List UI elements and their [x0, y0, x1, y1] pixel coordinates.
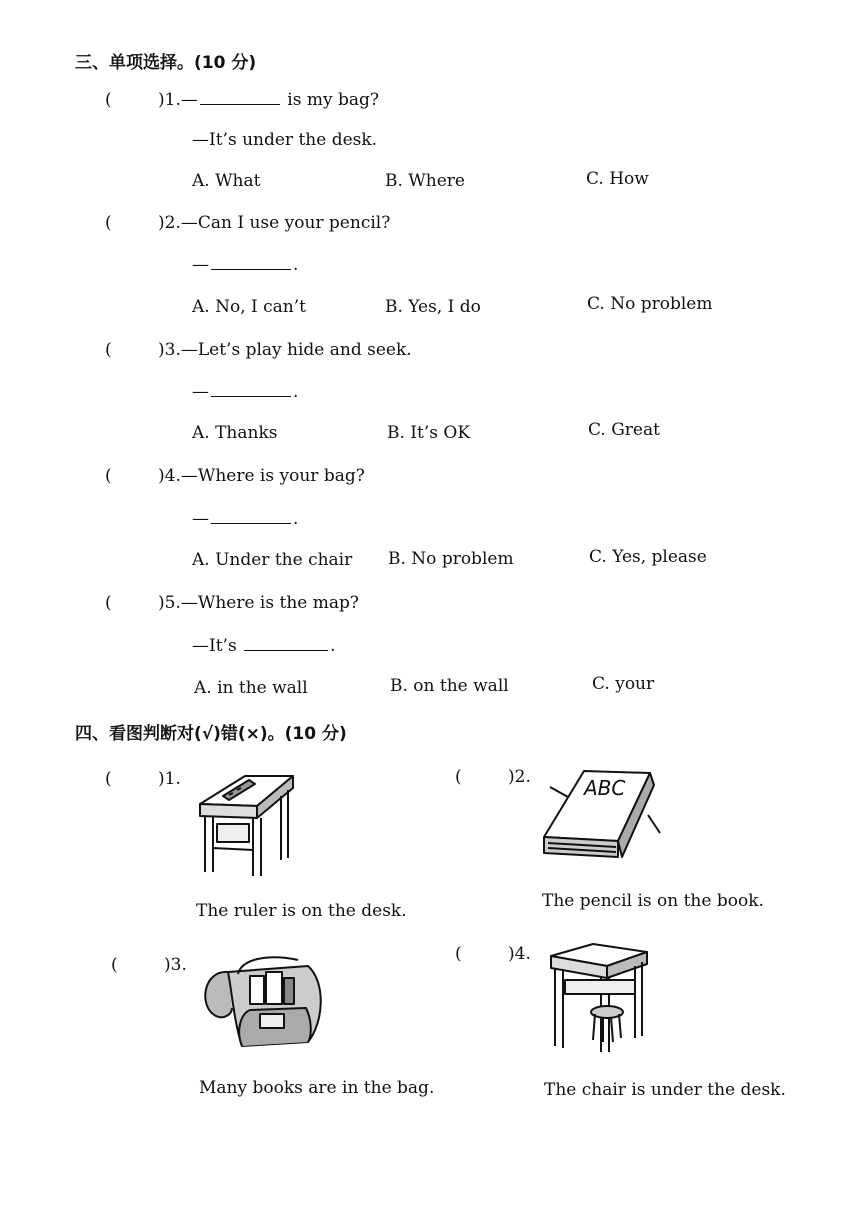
item-number: )2.: [508, 767, 531, 787]
question-number: )5.: [158, 593, 181, 613]
option-c: C. Yes, please: [589, 547, 707, 567]
answer-paren-open: (: [105, 213, 112, 233]
option-a: A. What: [192, 171, 261, 191]
question-5-reply: —It’s .: [192, 636, 336, 656]
answer-blank[interactable]: [200, 103, 280, 105]
item-number: )3.: [164, 955, 187, 975]
answer-paren-open: (: [105, 340, 112, 360]
question-number: )3.: [158, 340, 181, 360]
caption: Many books are in the bag.: [199, 1078, 435, 1098]
answer-blank[interactable]: [211, 522, 291, 524]
question-4-reply: — .: [192, 509, 299, 529]
option-c: C. How: [586, 169, 649, 189]
caption: The chair is under the desk.: [544, 1080, 786, 1100]
question-1: )1.— is my bag?: [158, 90, 379, 110]
abc-book-with-pencil-picture: [538, 765, 668, 865]
answer-paren-open: (: [105, 769, 112, 789]
item-number: )1.: [158, 769, 181, 789]
option-c: C. your: [592, 674, 655, 694]
option-c: C. Great: [588, 420, 660, 440]
section4-title: 四、看图判断对(√)错(×)。(10 分): [75, 724, 347, 744]
question-3: )3.—Let’s play hide and seek.: [158, 340, 412, 360]
option-a: A. Under the chair: [192, 550, 353, 570]
question-number: )2.: [158, 213, 181, 233]
option-a: A. No, I can’t: [192, 297, 306, 317]
desk-with-stool-picture: [547, 942, 651, 1054]
option-b: B. It’s OK: [387, 423, 471, 443]
item-number: )4.: [508, 944, 531, 964]
question-1-reply: —It’s under the desk.: [192, 130, 378, 150]
question-5: )5.—Where is the map?: [158, 593, 359, 613]
question-4: )4.—Where is your bag?: [158, 466, 365, 486]
answer-paren-open: (: [455, 767, 462, 787]
answer-paren-open: (: [455, 944, 462, 964]
answer-blank[interactable]: [211, 268, 291, 270]
book-cover-text: ABC: [584, 776, 626, 800]
question-3-reply: — .: [192, 382, 299, 402]
answer-paren-open: (: [105, 90, 112, 110]
option-b: B. Where: [385, 171, 465, 191]
option-a: A. Thanks: [192, 423, 278, 443]
answer-blank[interactable]: [244, 649, 328, 651]
schoolbag-with-books-picture: [198, 952, 332, 1052]
answer-blank[interactable]: [211, 395, 291, 397]
question-number: )1.: [158, 90, 181, 110]
desk-with-ruler-picture: [195, 768, 300, 880]
question-2-reply: — .: [192, 255, 299, 275]
question-2: )2.—Can I use your pencil?: [158, 213, 391, 233]
option-b: B. on the wall: [390, 676, 509, 696]
caption: The pencil is on the book.: [542, 891, 764, 911]
option-c: C. No problem: [587, 294, 713, 314]
option-b: B. Yes, I do: [385, 297, 481, 317]
section3-title: 三、单项选择。(10 分): [75, 53, 257, 73]
answer-paren-open: (: [105, 593, 112, 613]
answer-paren-open: (: [105, 466, 112, 486]
option-a: A. in the wall: [194, 678, 308, 698]
caption: The ruler is on the desk.: [196, 901, 407, 921]
option-b: B. No problem: [388, 549, 514, 569]
question-number: )4.: [158, 466, 181, 486]
answer-paren-open: (: [111, 955, 118, 975]
